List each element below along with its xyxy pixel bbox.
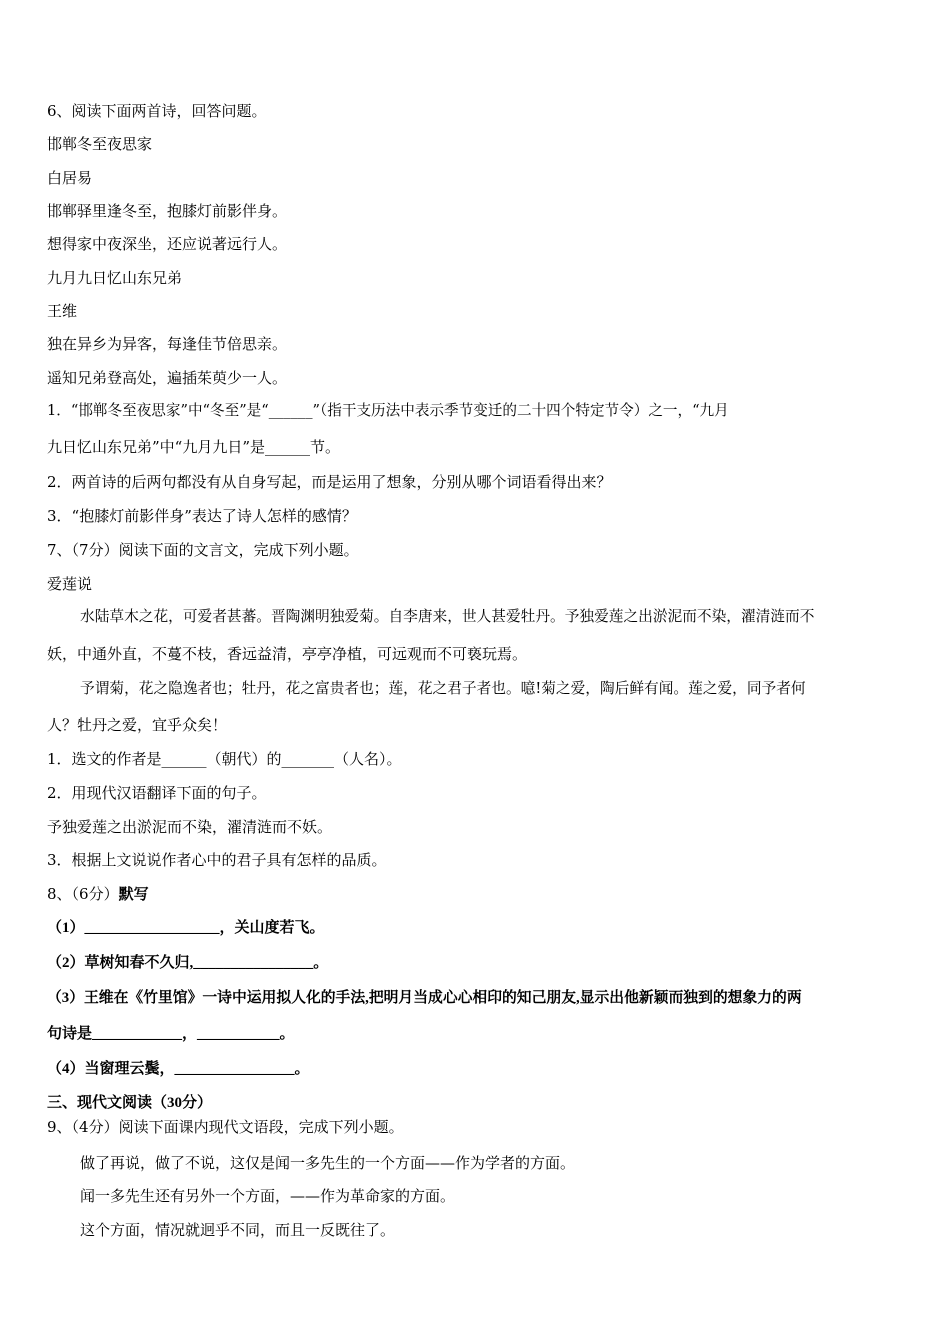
q7-heading: 7、（7分）阅读下面的文言文，完成下列小题。 [47,541,359,559]
q8-heading [47,884,149,905]
q8-heading-bold: 默写 [118,887,149,903]
q9-line2: 闻一多先生还有另外一个方面，——作为革命家的方面。 [80,1187,456,1205]
q6-sub1-line2: 九日忆山东兄弟”中“九月九日”是______节。 [47,438,341,456]
q7-title: 爱莲说 [47,575,93,593]
poem2-author: 王维 [47,302,78,320]
q8-heading-prefix: 8、（6分） [47,885,119,903]
q6-sub1-line1: 1．“邯郸冬至夜思家”中“冬至”是“______”（指干支历法中表示季节变迁的二十四个特定节令）之一，“九月 [47,402,729,419]
q7-sub2-sentence: 予独爱莲之出淤泥而不染，濯清涟而不妖。 [47,818,333,836]
q8-item2: （2）草树知春不久归,________________。 [47,955,329,971]
q7-sub3: 3．根据上文说说作者心中的君子具有怎样的品质。 [47,851,387,869]
q7-para1-line2: 妖，中通外直，不蔓不枝，香远益清，亭亭净植，可远观而不可亵玩焉。 [47,645,528,663]
q9-line1: 做了再说，做了不说，这仅是闻一多先生的一个方面——作为学者的方面。 [80,1154,576,1172]
q7-para1-line1: 水陆草木之花，可爱者甚蕃。晋陶渊明独爱菊。自李唐来，世人甚爱牡丹。予独爱莲之出淤泥而不染，濯清涟而不 [80,608,815,625]
q8-item3-line1: （3）王维在《竹里馆》一诗中运用拟人化的手法,把明月当成心心相印的知己朋友,显示出他新颖而独到的想象力的两 [47,990,802,1006]
q7-sub1: 1．选文的作者是______（朝代）的_______（人名）。 [47,750,402,768]
poem1-line1: 邯郸驿里逢冬至，抱膝灯前影伴身。 [47,202,288,220]
poem1-line2: 想得家中夜深坐，还应说著远行人。 [47,235,288,253]
q9-heading: 9、（4分）阅读下面课内现代文语段，完成下列小题。 [47,1118,404,1136]
poem1-title: 邯郸冬至夜思家 [47,135,153,153]
q7-sub2: 2．用现代汉语翻译下面的句子。 [47,784,267,802]
q8-item3-line2: 句诗是____________，___________。 [47,1026,295,1042]
poem2-line1: 独在异乡为异客，每逢佳节倍思亲。 [47,335,288,353]
q6-sub2: 2．两首诗的后两句都没有从自身写起，而是运用了想象，分别从哪个词语看得出来？ [47,473,612,491]
q6-heading: 6、阅读下面两首诗，回答问题。 [47,102,267,120]
q7-para2-line2: 人？牡丹之爱，宜乎众矣！ [47,716,228,734]
q9-line3: 这个方面，情况就迥乎不同，而且一反既往了。 [80,1221,396,1239]
poem2-title: 九月九日忆山东兄弟 [47,269,183,287]
poem2-line2: 遥知兄弟登高处，遍插茱萸少一人。 [47,369,288,387]
q7-para2-line1: 予谓菊，花之隐逸者也；牡丹，花之富贵者也；莲，花之君子者也。噫!菊之爱，陶后鲜有闻。莲之爱，同予者何 [80,680,806,697]
q8-item4: （4）当窗理云鬓，________________。 [47,1061,310,1077]
poem1-author: 白居易 [47,169,93,187]
section3-heading: 三、现代文阅读（30分） [47,1095,213,1111]
q6-sub3: 3．“抱膝灯前影伴身”表达了诗人怎样的感情？ [47,507,357,525]
q8-item1: （1）__________________，关山度若飞。 [47,920,325,936]
